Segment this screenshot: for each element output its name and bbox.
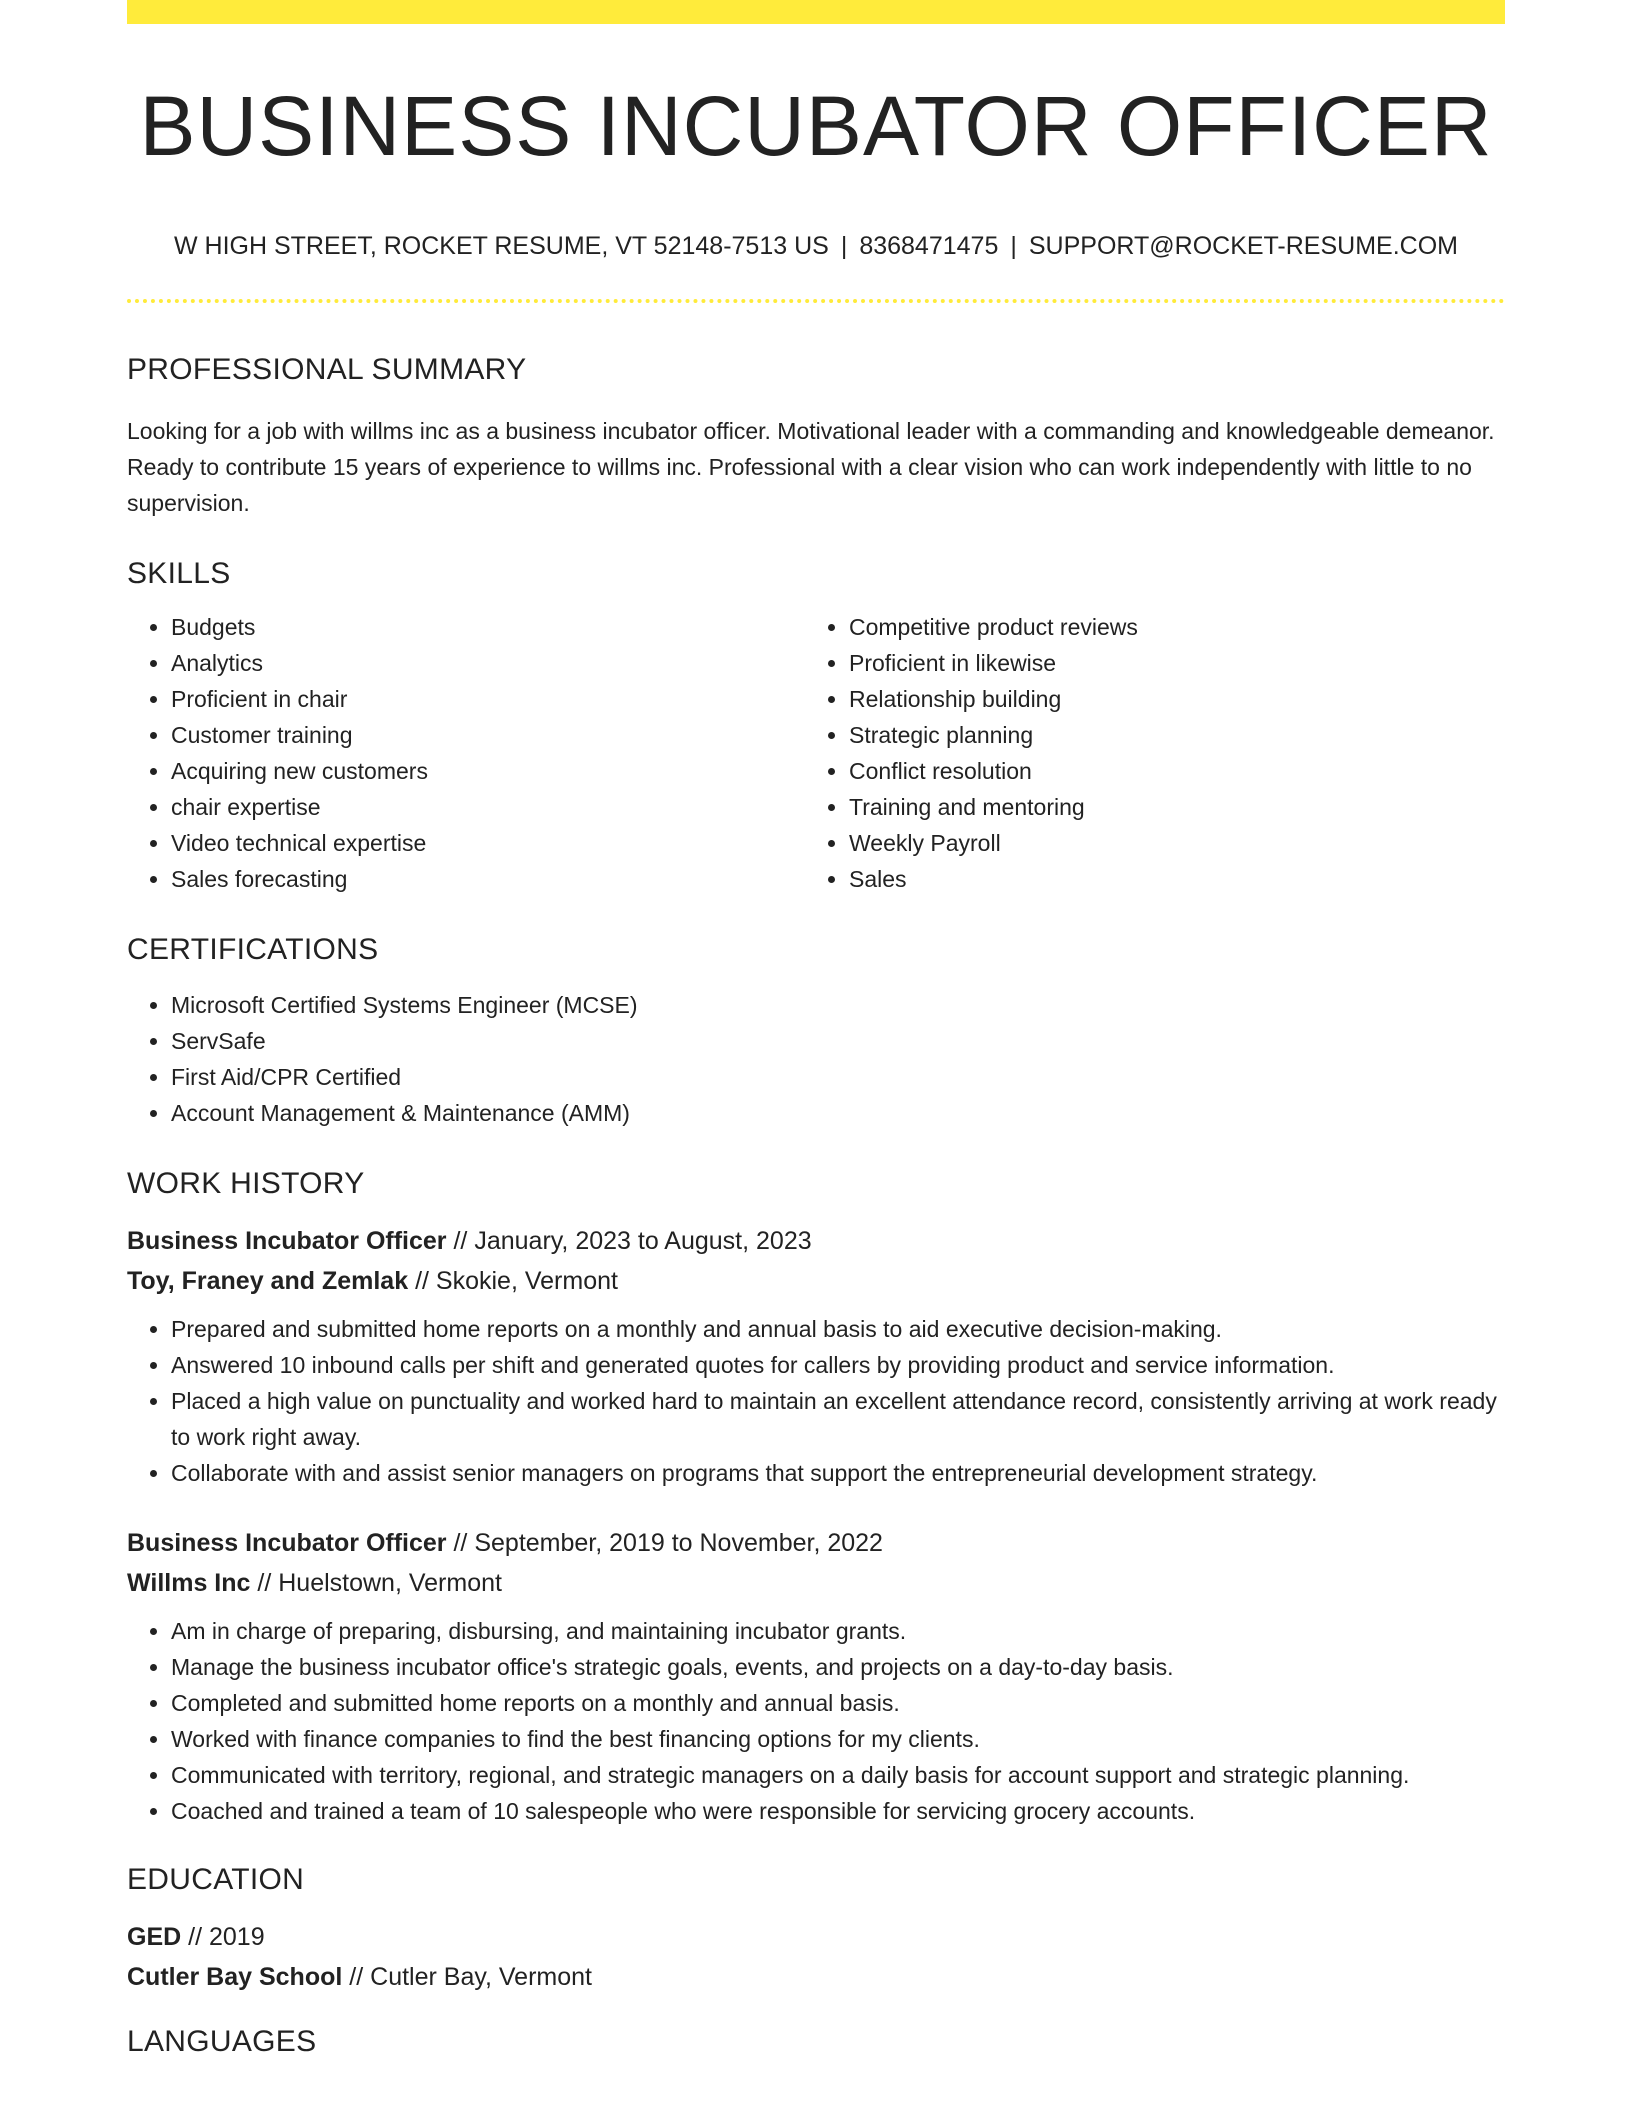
job-bullet: • Answered 10 inbound calls per shift and generated quotes for callers by providing product and service information. [171, 1347, 1505, 1383]
job-bullet: • Am in charge of preparing, disbursing, and maintaining incubator grants. [171, 1613, 1505, 1649]
contact-separator: | [840, 232, 848, 260]
job-bullets [127, 1613, 1505, 1829]
skill-item: • Sales forecasting [171, 861, 805, 897]
work-history-heading: WORK HISTORY [127, 1167, 365, 1200]
job-bullets [127, 1311, 1505, 1491]
skill-item: • chair expertise [171, 789, 805, 825]
job-bullet: • Prepared and submitted home reports on a monthly and annual basis to aid executive decision-making. [171, 1311, 1505, 1347]
skill-item: • Conflict resolution [849, 753, 1483, 789]
job-location: Skokie, Vermont [435, 1267, 618, 1295]
job-bullet: • Manage the business incubator office's strategic goals, events, and projects on a day-to-day basis. [171, 1649, 1505, 1685]
resume-name-title: BUSINESS INCUBATOR OFFICER [139, 79, 1493, 173]
dotted-divider [127, 299, 1505, 303]
education-separator: // [188, 1923, 203, 1951]
job-company-line [127, 1261, 1505, 1301]
contact-separator: | [1010, 232, 1017, 260]
job-title-line [127, 1221, 1505, 1261]
skill-item: • Training and mentoring [849, 789, 1483, 825]
job-location: Huelstown, Vermont [278, 1569, 502, 1597]
education-degree: GED [127, 1923, 182, 1951]
education-separator: // [349, 1963, 364, 1991]
top-accent-bar [127, 0, 1505, 24]
contact-phone: 8368471475 [859, 232, 999, 260]
certifications-list [127, 987, 1505, 1131]
skill-item: • Acquiring new customers [171, 753, 805, 789]
skill-item: • Analytics [171, 645, 805, 681]
skills-left-list [127, 609, 805, 897]
skill-item: • Weekly Payroll [849, 825, 1483, 861]
job-separator: // [257, 1569, 272, 1597]
certification-item: • Microsoft Certified Systems Engineer (MCSE) [171, 987, 1505, 1023]
job-bullet: • Worked with finance companies to find the best financing options for my clients. [171, 1721, 1505, 1757]
skills-heading: SKILLS [127, 557, 231, 590]
skill-item: • Budgets [171, 609, 805, 645]
job-company-line [127, 1563, 1505, 1603]
languages-heading: LANGUAGES [127, 2025, 317, 2058]
job-separator: // [453, 1227, 468, 1255]
certifications-heading: CERTIFICATIONS [127, 933, 379, 966]
job-separator: // [415, 1267, 429, 1295]
education-year: 2019 [209, 1923, 265, 1951]
job-dates: January, 2023 to August, 2023 [474, 1227, 812, 1255]
job-bullet: • Placed a high value on punctuality and worked hard to maintain an excellent attendance record, consistently arriving at work ready to work right away. [171, 1383, 1505, 1455]
job-title-line [127, 1523, 1505, 1563]
job-role: Business Incubator Officer [127, 1227, 447, 1255]
education-degree-line [127, 1917, 1505, 1957]
certification-item: • First Aid/CPR Certified [171, 1059, 1505, 1095]
education-location: Cutler Bay, Vermont [370, 1963, 592, 1991]
job-bullet: • Collaborate with and assist senior managers on programs that support the entrepreneurial development strategy. [171, 1455, 1505, 1491]
education-school: Cutler Bay School [127, 1963, 343, 1991]
skill-item: • Competitive product reviews [849, 609, 1483, 645]
skill-item: • Sales [849, 861, 1483, 897]
job-bullet: • Coached and trained a team of 10 salespeople who were responsible for servicing grocery accounts. [171, 1793, 1505, 1829]
contact-email: SUPPORT@ROCKET-RESUME.COM [1028, 232, 1458, 260]
skill-item: • Proficient in likewise [849, 645, 1483, 681]
job-company: Willms Inc [127, 1569, 251, 1597]
education-school-line [127, 1957, 1505, 1997]
certification-item: • Account Management & Maintenance (AMM) [171, 1095, 1505, 1131]
job-company: Toy, Franey and Zemlak [127, 1267, 409, 1295]
summary-text: Looking for a job with willms inc as a business incubator officer. Motivational leader with a commanding and knowledgeable demeanor. Ready to contribute 15 years of experience to willms inc. Professional with a clear vision who can work independently with little to no supervision. [127, 418, 1495, 516]
job-separator: // [453, 1529, 468, 1557]
certification-item: • ServSafe [171, 1023, 1505, 1059]
contact-line [127, 234, 1505, 259]
education-heading: EDUCATION [127, 1863, 305, 1896]
skill-item: • Video technical expertise [171, 825, 805, 861]
skill-item: • Strategic planning [849, 717, 1483, 753]
skill-item: • Customer training [171, 717, 805, 753]
resume-page [127, 0, 1505, 2057]
job-role: Business Incubator Officer [127, 1529, 447, 1557]
job-bullet: • Communicated with territory, regional, and strategic managers on a daily basis for account support and strategic planning. [171, 1757, 1505, 1793]
skills-right-list [805, 609, 1483, 897]
skill-item: • Proficient in chair [171, 681, 805, 717]
contact-address: W HIGH STREET, ROCKET RESUME, VT 52148-7513 US [173, 232, 829, 260]
summary-heading: PROFESSIONAL SUMMARY [127, 353, 527, 386]
skill-item: • Relationship building [849, 681, 1483, 717]
job-dates: September, 2019 to November, 2022 [474, 1529, 883, 1557]
skills-grid [127, 609, 1505, 897]
job-bullet: • Completed and submitted home reports on a monthly and annual basis. [171, 1685, 1505, 1721]
